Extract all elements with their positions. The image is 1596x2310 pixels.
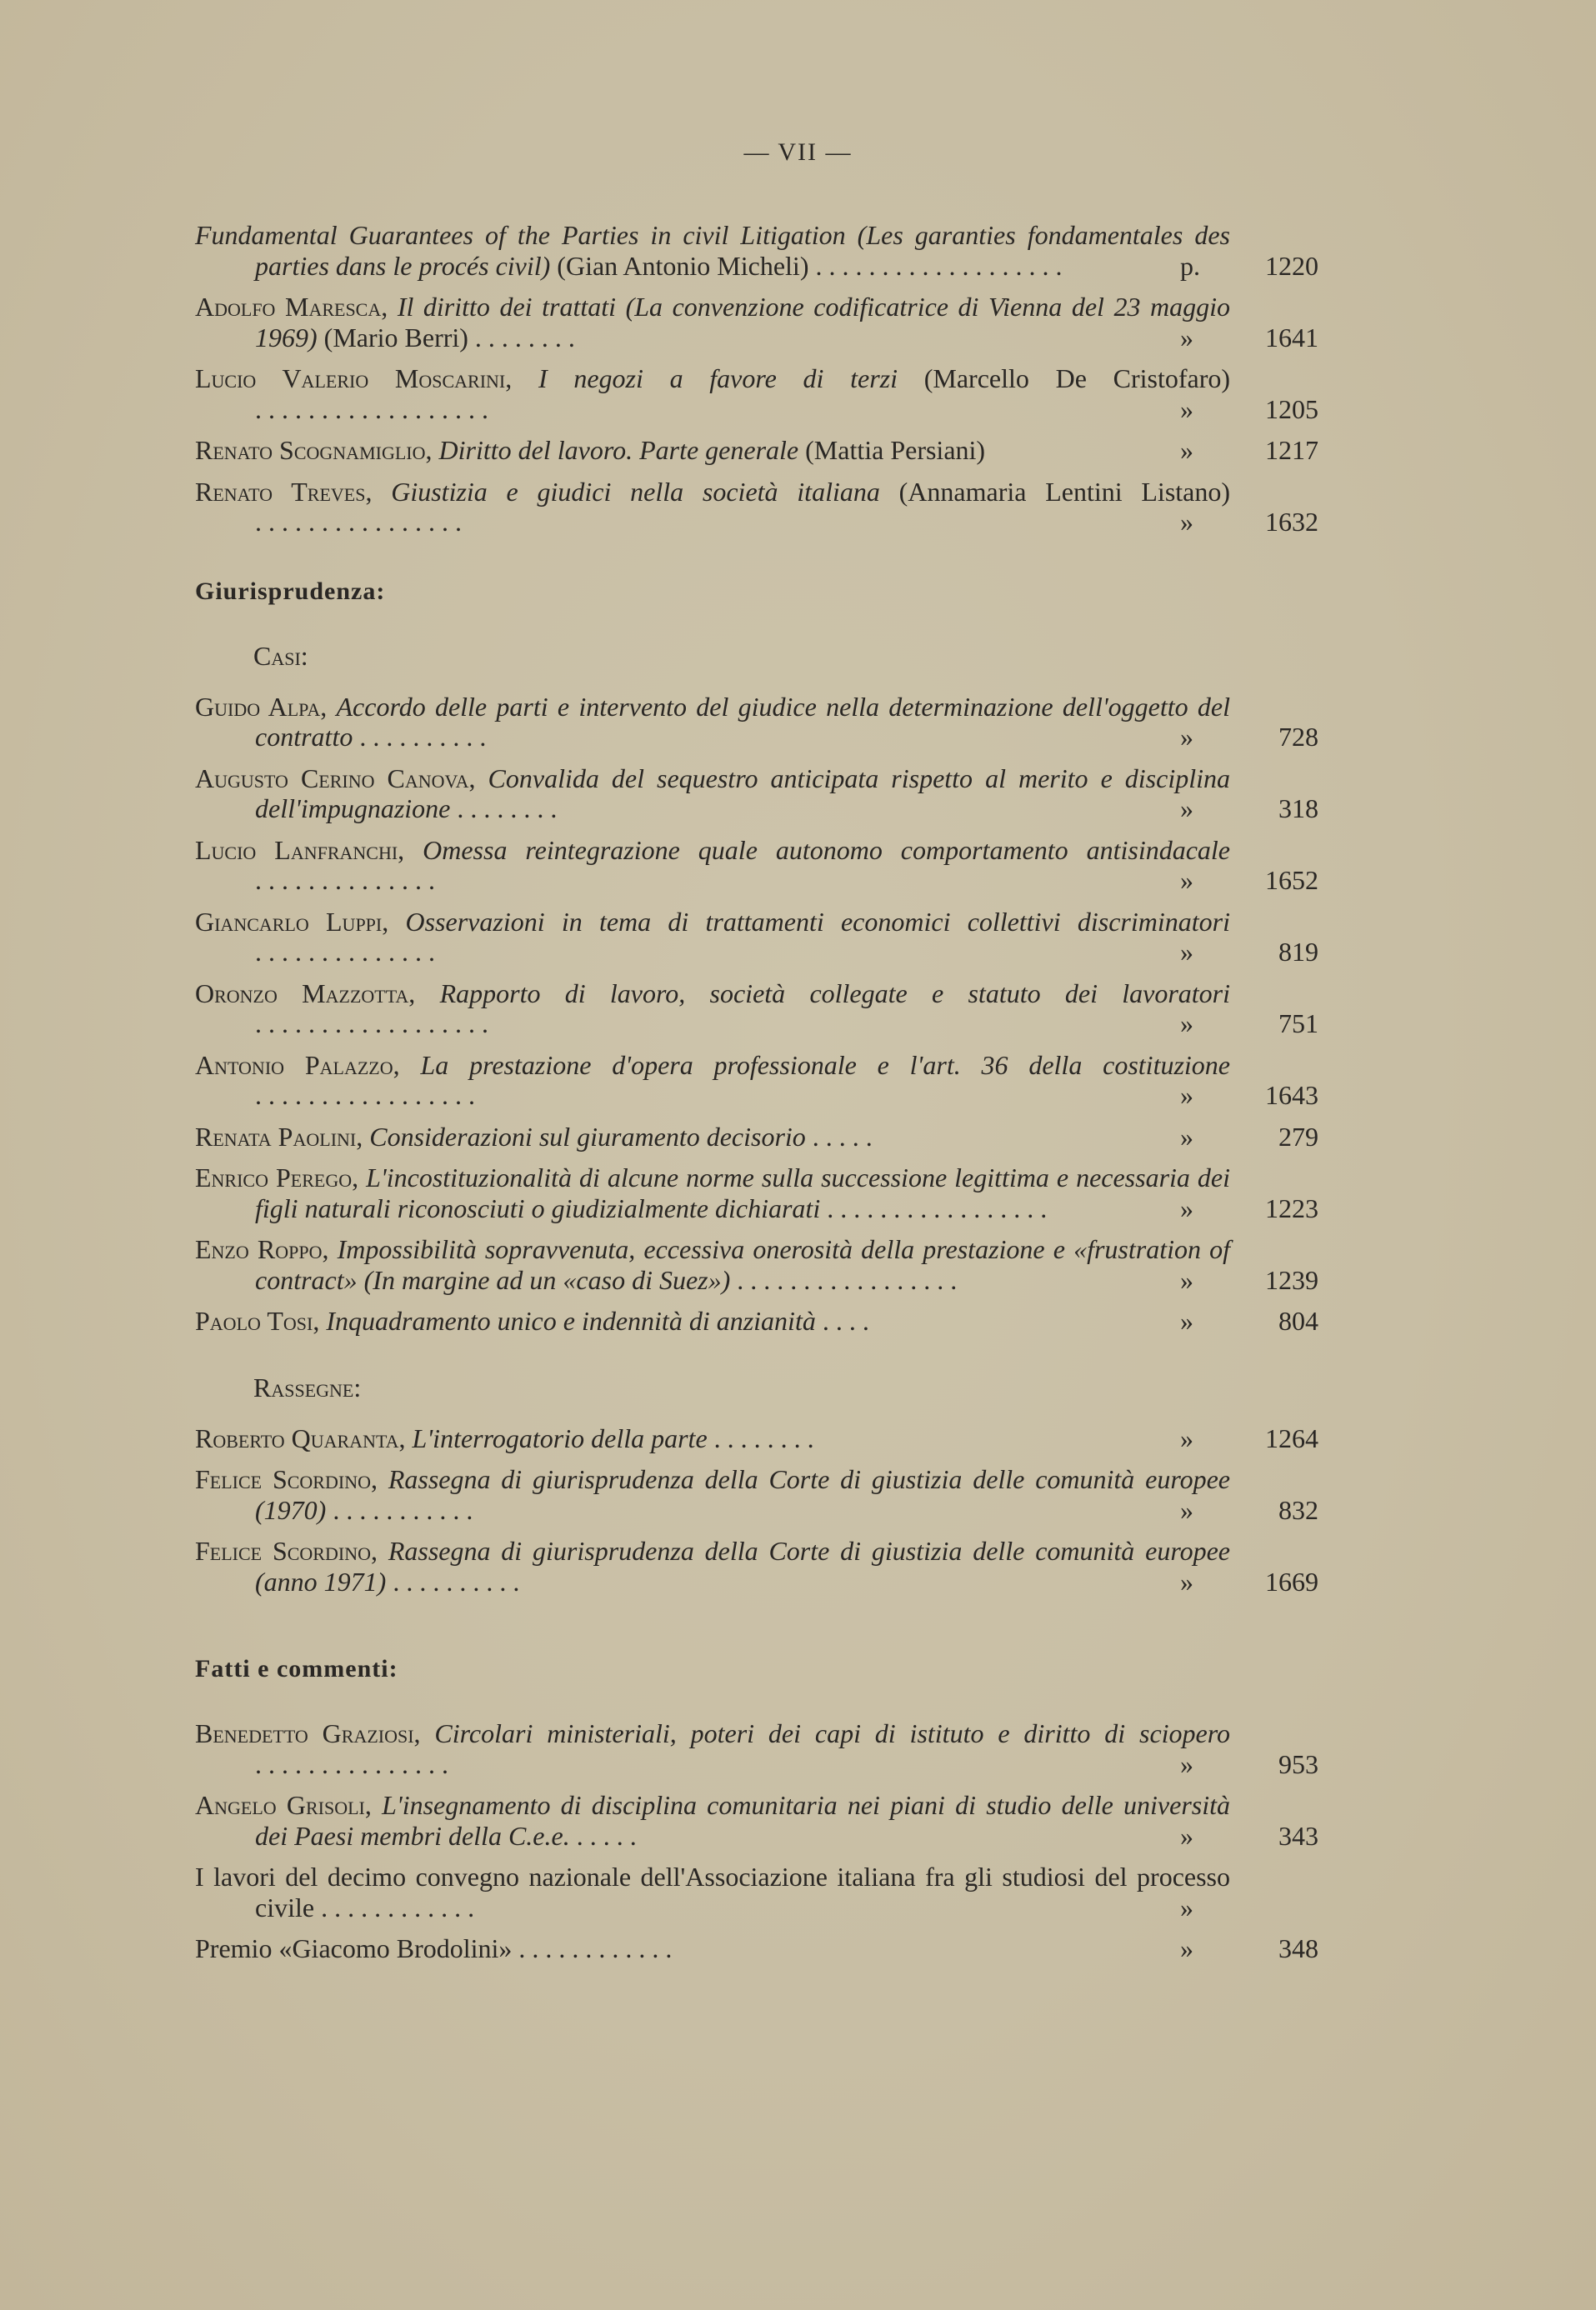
page-ref-symbol: » <box>1180 322 1193 352</box>
dot-leader: . . . . . . . . . . . . . . . . <box>255 507 462 537</box>
entry-title: La prestazione d'opera professionale e l'art. 36 della costituzione <box>420 1049 1231 1080</box>
entry-author: Adolfo Maresca, <box>195 292 388 322</box>
entry-author: Angelo Grisoli, <box>195 1790 372 1820</box>
entry-reviewer: (Gian Antonio Micheli) <box>557 250 809 281</box>
casi-list <box>195 692 1318 1337</box>
entry-author: Augusto Cerino Canova, <box>195 762 476 793</box>
entry-title: Accordo delle parti e intervento del giudice nella determinazione dell'oggetto del contratto <box>255 691 1231 752</box>
entry-title: Rapporto di lavoro, società collegate e statuto dei lavoratori <box>439 978 1231 1008</box>
toc-entry <box>195 907 1318 968</box>
page-number: 1632 <box>1265 507 1318 537</box>
dot-leader: . . . . . . . . . . . . . . . <box>255 1748 448 1779</box>
toc-entry <box>195 692 1318 752</box>
page-reference <box>1177 1567 1318 1598</box>
page-reference <box>1177 1749 1318 1780</box>
entry-reviewer: (Mario Berri) <box>323 322 468 352</box>
entry-author: Roberto Quaranta, <box>195 1422 406 1453</box>
toc-entry <box>195 835 1318 896</box>
dot-leader: . . . . . . . . . . . . <box>321 1892 475 1922</box>
page-reference <box>1177 1193 1318 1224</box>
entry-title: L'interrogatorio della parte <box>412 1422 708 1453</box>
page-reference <box>1177 1423 1318 1454</box>
fatti-list <box>195 1718 1318 1964</box>
page-reference <box>1177 1821 1318 1852</box>
page-number: 343 <box>1278 1820 1318 1851</box>
entry-author: Antonio Palazzo, <box>195 1049 400 1080</box>
page-number: 348 <box>1278 1933 1318 1963</box>
dot-leader: . . . . . . . . . . . . . . . . . . <box>255 393 488 424</box>
page-number: 804 <box>1278 1306 1318 1336</box>
page-reference <box>1177 1933 1318 1964</box>
entry-title: Impossibilità sopravvenuta, eccessiva onerosità della prestazione e «frustration of contract» (In margine ad un «caso di Suez») <box>255 1234 1231 1295</box>
page-reference <box>1177 1892 1318 1923</box>
page-folio: — VII — <box>743 138 853 166</box>
page-ref-symbol: » <box>1180 722 1193 752</box>
page-number: 1641 <box>1265 322 1318 352</box>
page-number: 1669 <box>1265 1566 1318 1597</box>
entry-author: Felice Scordino, <box>195 1464 378 1494</box>
entry-author: Renato Treves, <box>195 476 373 507</box>
entry-title: Giustizia e giudici nella società italiana <box>391 476 880 507</box>
entry-author: Benedetto Graziosi, <box>195 1718 421 1748</box>
toc-entry <box>195 1718 1318 1779</box>
page-ref-symbol: » <box>1180 1306 1193 1336</box>
table-of-contents <box>195 220 1318 1975</box>
toc-entry <box>195 1423 1318 1454</box>
page-ref-symbol: » <box>1180 435 1193 465</box>
entry-author: Lucio Lanfranchi, <box>195 834 405 865</box>
page-reference <box>1177 1080 1318 1111</box>
entry-title: I lavori del decimo convegno nazionale dell'Associazione italiana fra gli studiosi del processo civile <box>195 1862 1230 1922</box>
entry-title: L'incostituzionalità di alcune norme sulla successione legittima e necessaria dei figli naturali riconosciuti o giudizialmente dichiarati <box>255 1162 1230 1223</box>
toc-entry <box>195 1234 1318 1295</box>
page-reference <box>1177 322 1318 353</box>
page-reference <box>1177 865 1318 896</box>
page-reference <box>1177 1008 1318 1039</box>
page-ref-symbol: » <box>1180 507 1193 537</box>
toc-entry <box>195 763 1318 824</box>
page-reference <box>1177 1306 1318 1337</box>
page-ref-symbol: » <box>1180 1422 1193 1453</box>
page-number: 819 <box>1278 937 1318 967</box>
entry-author: Enrico Perego, <box>195 1162 359 1192</box>
page-ref-symbol: » <box>1180 1008 1193 1038</box>
page-ref-symbol: p. <box>1180 250 1200 281</box>
dot-leader: . . . . . . . . . . . . <box>518 1933 673 1963</box>
page-reference <box>1177 394 1318 425</box>
page-number: 1643 <box>1265 1080 1318 1110</box>
entry-title: Osservazioni in tema di trattamenti economici collettivi discriminatori <box>405 906 1231 937</box>
page-ref-symbol: » <box>1180 1192 1193 1223</box>
toc-entry <box>195 1862 1318 1922</box>
entry-author: Oronzo Mazzotta, <box>195 978 416 1008</box>
toc-entry <box>195 1122 1318 1152</box>
page-number: 1205 <box>1265 393 1318 424</box>
dot-leader: . . . . . . . . . . . . . . . . . <box>827 1192 1048 1223</box>
recensioni-list <box>195 220 1318 538</box>
entry-title: L'insegnamento di disciplina comunitaria nei piani di studio delle università dei Paesi membri della C.e.e. <box>255 1790 1230 1851</box>
page-ref-symbol: » <box>1180 1892 1193 1922</box>
toc-entry <box>195 363 1318 424</box>
toc-entry <box>195 435 1318 466</box>
entry-title: Diritto del lavoro. Parte generale <box>438 435 799 465</box>
page-number: 728 <box>1278 722 1318 752</box>
section-heading-fatti-e-commenti: Fatti e commenti: <box>195 1655 398 1682</box>
toc-entry <box>195 220 1318 281</box>
entry-title: Fundamental Guarantees of the Parties in civil Litigation (Les garanties fondamentales des parties dans le procés civil) <box>195 220 1230 281</box>
entry-title: Considerazioni sul giuramento decisorio <box>369 1121 806 1152</box>
entry-author: Guido Alpa, <box>195 691 328 722</box>
page-reference <box>1177 937 1318 968</box>
dot-leader: . . . . . <box>576 1820 637 1851</box>
page-number: 1264 <box>1265 1422 1318 1453</box>
dot-leader: . . . . . . . . <box>713 1422 814 1453</box>
toc-entry <box>195 1306 1318 1337</box>
page-reference <box>1177 251 1318 282</box>
toc-entry <box>195 477 1318 538</box>
page-ref-symbol: » <box>1180 1121 1193 1152</box>
page-number: 1217 <box>1265 435 1318 465</box>
toc-entry <box>195 1162 1318 1223</box>
page-ref-symbol: » <box>1180 793 1193 823</box>
subsection-heading-rassegne: Rassegne: <box>253 1372 362 1402</box>
page-number: 751 <box>1278 1008 1318 1038</box>
page-reference <box>1177 1122 1318 1152</box>
dot-leader: . . . . . . . . . . . . . . <box>255 937 435 967</box>
entry-title: Premio «Giacomo Brodolini» <box>195 1933 513 1963</box>
page-ref-symbol: » <box>1180 1080 1193 1110</box>
toc-entry <box>195 1933 1318 1964</box>
dot-leader: . . . . . . . . . . . <box>333 1494 473 1525</box>
entry-author: Renato Scognamiglio, <box>195 435 433 465</box>
section-heading-giurisprudenza: Giurisprudenza: <box>195 577 386 605</box>
page-number: 953 <box>1278 1748 1318 1779</box>
entry-title: Il diritto dei trattati (La convenzione codificatrice di Vienna del 23 maggio 1969) <box>255 292 1231 352</box>
entry-reviewer: (Marcello De Cristofaro) <box>923 363 1231 393</box>
entry-author: Enzo Roppo, <box>195 1234 329 1264</box>
page-ref-symbol: » <box>1180 937 1193 967</box>
rassegne-list <box>195 1423 1318 1598</box>
dot-leader: . . . . . . . . . . <box>359 722 487 752</box>
page-number: 1220 <box>1265 250 1318 281</box>
entry-title: I negozi a favore di terzi <box>538 363 898 393</box>
page-reference <box>1177 1265 1318 1296</box>
toc-entry <box>195 1464 1318 1525</box>
page-ref-symbol: » <box>1180 865 1193 895</box>
entry-title: Rassegna di giurisprudenza della Corte di giustizia delle comunità europee (1970) <box>255 1464 1231 1525</box>
entry-title: Omessa reintegrazione quale autonomo comportamento antisindacale <box>423 834 1231 865</box>
entry-reviewer: (Mattia Persiani) <box>805 435 986 465</box>
entry-reviewer: (Annamaria Lentini Listano) <box>898 476 1231 507</box>
dot-leader: . . . . . . . . . . . . . . . . . . . <box>815 250 1063 281</box>
entry-author: Felice Scordino, <box>195 1536 378 1566</box>
dot-leader: . . . . . . . . <box>474 322 575 352</box>
page-ref-symbol: » <box>1180 1494 1193 1525</box>
page-reference <box>1177 793 1318 824</box>
page-ref-symbol: » <box>1180 1264 1193 1295</box>
page-number: 1239 <box>1265 1264 1318 1295</box>
dot-leader: . . . . . . . . . . . . . . <box>255 865 435 895</box>
dot-leader: . . . . . . . . . . . . . . . . . <box>737 1264 958 1295</box>
toc-entry <box>195 978 1318 1039</box>
page-ref-symbol: » <box>1180 1748 1193 1779</box>
subsection-heading-casi: Casi: <box>253 640 308 671</box>
dot-leader: . . . . . . . . <box>457 793 558 823</box>
page-ref-symbol: » <box>1180 393 1193 424</box>
page-number: 832 <box>1278 1494 1318 1525</box>
entry-author: Paolo Tosi, <box>195 1306 320 1336</box>
page-reference <box>1177 435 1318 466</box>
dot-leader: . . . . . <box>812 1121 873 1152</box>
entry-author: Giancarlo Luppi, <box>195 906 389 937</box>
toc-entry <box>195 1536 1318 1597</box>
dot-leader: . . . . . . . . . . . . . . . . . <box>255 1080 475 1110</box>
page-number <box>1243 1892 1318 1923</box>
page-number: 1223 <box>1265 1192 1318 1223</box>
toc-entry <box>195 1050 1318 1111</box>
page-ref-symbol: » <box>1180 1820 1193 1851</box>
page-reference <box>1177 722 1318 752</box>
entry-title: Circolari ministeriali, poteri dei capi di istituto e diritto di sciopero <box>434 1718 1231 1748</box>
page-ref-symbol: » <box>1180 1933 1193 1963</box>
page-number: 279 <box>1278 1121 1318 1152</box>
page-reference <box>1177 1495 1318 1526</box>
toc-entry <box>195 1790 1318 1851</box>
entry-author: Renata Paolini, <box>195 1121 363 1152</box>
dot-leader: . . . . . . . . . . . . . . . . . . <box>255 1008 488 1038</box>
page-ref-symbol: » <box>1180 1566 1193 1597</box>
page-number: 1652 <box>1265 865 1318 895</box>
page-reference <box>1177 507 1318 538</box>
entry-title: Rassegna di giurisprudenza della Corte di giustizia delle comunità europee (anno 1971) <box>255 1536 1231 1597</box>
toc-entry <box>195 292 1318 352</box>
dot-leader: . . . . <box>822 1306 869 1336</box>
page-number: 318 <box>1278 793 1318 823</box>
entry-title: Inquadramento unico e indennità di anzianità <box>326 1306 816 1336</box>
entry-author: Lucio Valerio Moscarini, <box>195 363 513 393</box>
dot-leader: . . . . . . . . . . <box>393 1566 520 1597</box>
entry-title: Convalida del sequestro anticipata rispetto al merito e disciplina dell'impugnazione <box>255 762 1231 823</box>
